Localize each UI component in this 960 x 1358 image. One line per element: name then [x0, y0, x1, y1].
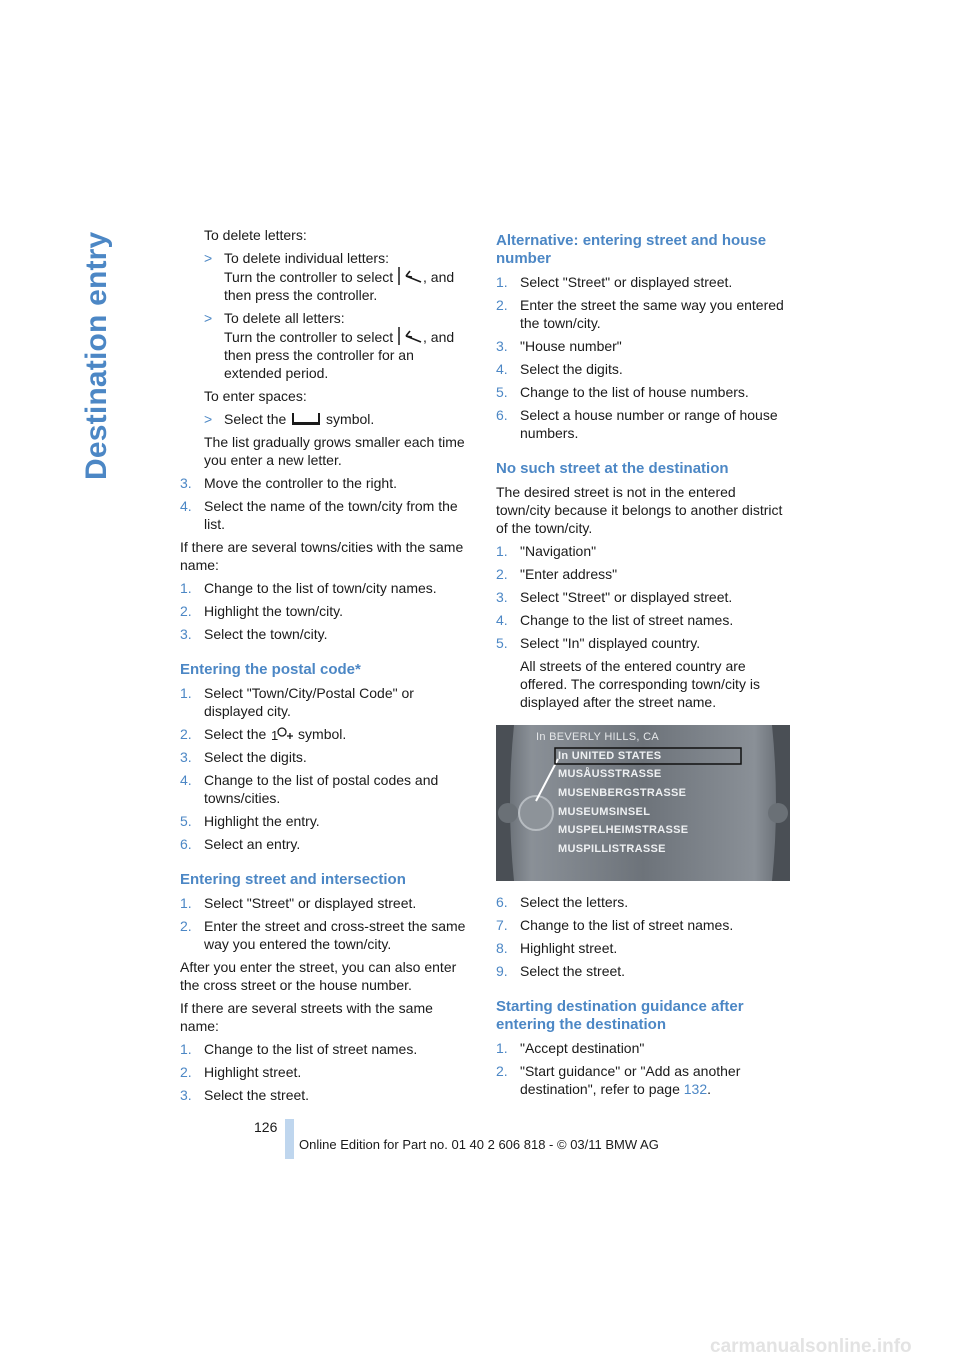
no-such-street-heading: No such street at the destination [496, 460, 729, 477]
list-item: 3. Select "Street" or displayed street. [496, 589, 733, 605]
postal-code-heading: Entering the postal code* [180, 661, 361, 678]
list-item: 4. Change to the list of postal codes and towns/cities. [180, 772, 439, 806]
list-item: 2. Enter the street and cross-street the same way you entered the town/city. [180, 918, 466, 952]
list-item: 5. Highlight the entry. [180, 813, 320, 829]
steps-b-list [180, 579, 475, 643]
bullet-mark: > [204, 310, 213, 326]
screen-item-selected: In UNITED STATES [558, 750, 662, 762]
page-number: 126 [254, 1119, 278, 1135]
edition-footer: Online Edition for Part no. 01 40 2 606 818 - © 03/11 BMW AG [299, 1137, 659, 1152]
delete-individual-text-c: then press the controller. [224, 287, 378, 303]
screen-item: MUSPELHEIMSTRASSE [558, 824, 689, 836]
bullet-delete-individual [180, 249, 475, 304]
list-item: 3. Select the town/city. [180, 626, 328, 642]
screen-item: MUSÅUSSTRASSE [558, 768, 662, 780]
delete-letters-intro: To delete letters: [204, 227, 307, 243]
section-title-text: Destination entry [80, 231, 113, 480]
list-item: 9. Select the street. [496, 963, 626, 979]
delete-all-text-a: Turn the controller to select [224, 329, 394, 345]
footer-bar [285, 1119, 294, 1159]
bullet-select-space [180, 410, 475, 428]
delete-all-text-b: , and [423, 329, 455, 345]
list-item: 2. Highlight street. [180, 1064, 302, 1080]
space-bar-icon [290, 411, 322, 427]
bullet-mark: > [204, 411, 213, 427]
backspace-arrow-icon [397, 267, 423, 285]
page-reference-link[interactable]: 132 [683, 1081, 708, 1097]
watermark: carmanualsonline.info [710, 1336, 912, 1357]
list-item: 2. Enter the street the same way you entered the town/city. [496, 297, 784, 331]
no-such-street-note: All streets of the entered country are offered. The corresponding town/city is displayed after the street name. [520, 658, 760, 710]
delete-all-text-c: then press the controller for an extended period. [224, 347, 414, 381]
several-towns-note: If there are several towns/cities with the same name: [180, 539, 464, 573]
svg-text:1: 1 [271, 728, 279, 742]
navigation-screen-image [496, 725, 790, 881]
select-space-text-b: symbol. [326, 411, 375, 427]
list-item: 8. Highlight street. [496, 940, 618, 956]
screen-header: In BEVERLY HILLS, CA [536, 731, 659, 743]
no-such-street-intro: The desired street is not in the entered town/city because it belongs to another district of the town/city. [496, 484, 783, 536]
list-item: 4. Select the digits. [496, 361, 623, 377]
list-item: 1. Change to the list of town/city names. [180, 580, 437, 596]
list-item: 7. Change to the list of street names. [496, 917, 734, 933]
delete-individual-text-b: , and [423, 269, 455, 285]
list-item: 3. Select the digits. [180, 749, 307, 765]
steps-a-list [180, 474, 475, 533]
list-item: 1. Select "Town/City/Postal Code" or displayed city. [180, 685, 414, 719]
bullet-delete-all [180, 309, 475, 382]
screen-item: MUSENBERGSTRASSE [558, 787, 687, 799]
list-item: 6. Select the letters. [496, 894, 629, 910]
start-guidance-heading: Starting destination guidance after entering the destination [496, 998, 744, 1033]
list-item: 1. "Navigation" [496, 543, 597, 559]
list-item: 6. Select an entry. [180, 836, 301, 852]
list-item: 1. Select "Street" or displayed street. [496, 274, 733, 290]
list-item: 1. Select "Street" or displayed street. [180, 895, 417, 911]
list-item: 1. Change to the list of street names. [180, 1041, 418, 1057]
list-item: 5. Select "In" displayed country. [496, 635, 701, 651]
bullet-mark: > [204, 250, 213, 266]
list-shrinks-note: The list gradually grows smaller each time you enter a new letter. [204, 434, 465, 468]
right-column [496, 226, 792, 1103]
list-item: 2. Highlight the town/city. [180, 603, 344, 619]
after-enter-note: After you enter the street, you can also enter the cross street or the house number. [180, 959, 457, 993]
list-item: 2. Select the 1 symbol. [180, 726, 347, 742]
list-item: 2. "Start guidance" or "Add as another destination", refer to page 132. [496, 1063, 741, 1097]
alternative-heading: Alternative: entering street and house number [496, 232, 767, 267]
list-item: 6. Select a house number or range of house numbers. [496, 407, 778, 441]
list-item: 3. Select the street. [180, 1087, 310, 1103]
select-space-text-a: Select the [224, 411, 287, 427]
screen-item: MUSEUMSINSEL [558, 806, 651, 818]
intersection-heading: Entering street and intersection [180, 871, 406, 888]
postal-code-symbol-icon [270, 726, 294, 742]
list-item: 3. Move the controller to the right. [180, 475, 397, 491]
list-item: 4. Change to the list of street names. [496, 612, 734, 628]
delete-individual-text-a: Turn the controller to select [224, 269, 394, 285]
list-item: 2. "Enter address" [496, 566, 618, 582]
left-column [180, 226, 475, 1109]
delete-all-title: To delete all letters: [224, 310, 345, 326]
backspace-arrow-icon [397, 327, 423, 345]
enter-spaces-intro: To enter spaces: [204, 388, 307, 404]
list-item: 1. "Accept destination" [496, 1040, 645, 1056]
list-item: 5. Change to the list of house numbers. [496, 384, 749, 400]
delete-individual-title: To delete individual letters: [224, 250, 389, 266]
list-item: 4. Select the name of the town/city from the list. [180, 498, 458, 532]
several-streets-note: If there are several streets with the same name: [180, 1000, 433, 1034]
screen-item: MUSPILLISTRASSE [558, 843, 666, 855]
list-item: 3. "House number" [496, 338, 622, 354]
